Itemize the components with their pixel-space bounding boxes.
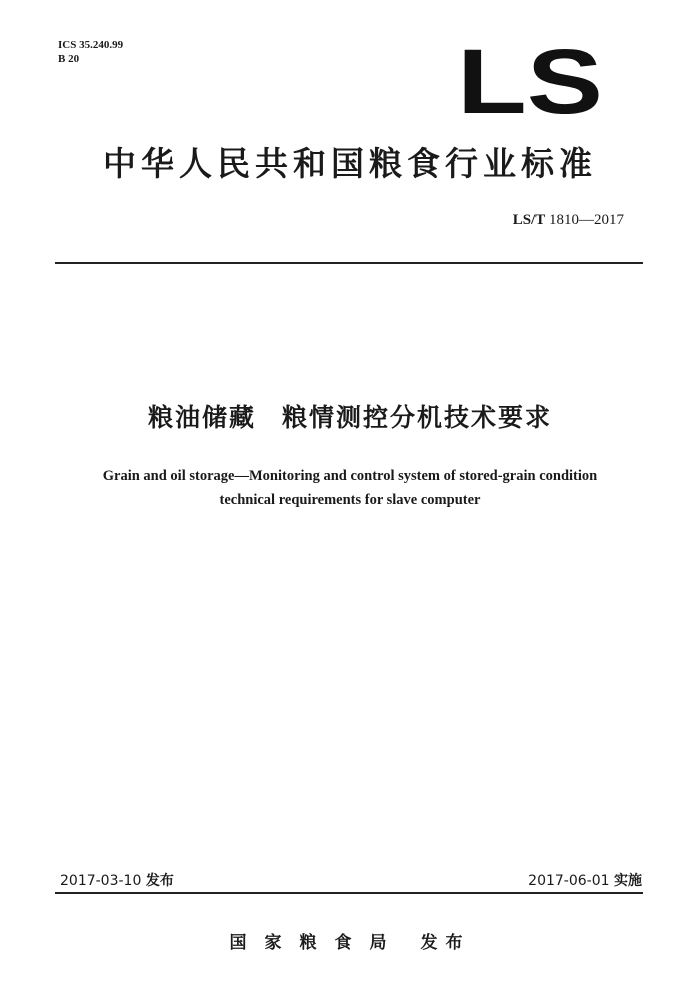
document-title-en-line2: technical requirements for slave computer — [219, 492, 481, 508]
effective-date-value: 2017-06-01 — [528, 873, 610, 889]
document-title-en — [0, 464, 700, 512]
publisher-org: 国家粮食局 — [229, 933, 405, 953]
document-title-cn-part1: 粮油储藏 — [147, 403, 256, 432]
bottom-divider — [55, 892, 643, 894]
logo-text: LS — [457, 45, 603, 117]
issue-date-value: 2017-03-10 — [60, 873, 142, 889]
ccs-code: B 20 — [58, 53, 80, 65]
issue-date-label: 发布 — [145, 873, 174, 889]
ls-logo — [455, 45, 605, 117]
effective-date — [528, 870, 642, 890]
effective-date-label: 实施 — [614, 873, 642, 889]
document-title-cn — [0, 398, 700, 434]
issue-date — [60, 870, 174, 890]
standard-number-value: 1810—2017 — [549, 212, 624, 228]
standard-number — [513, 212, 624, 229]
document-title-en-line1: Grain and oil storage—Monitoring and control system of stored-grain condition — [102, 468, 598, 484]
document-title-cn-part2: 粮情测控分机技术要求 — [282, 403, 553, 432]
publisher-action: 发布 — [420, 933, 471, 953]
ics-code: ICS 35.240.99 — [58, 39, 124, 51]
standard-category-title: 中华人民共和国粮食行业标准 — [103, 144, 597, 183]
publisher — [0, 928, 700, 953]
standard-number-prefix: LS/T — [512, 212, 546, 228]
top-divider — [55, 262, 643, 264]
classification-codes — [58, 38, 123, 66]
